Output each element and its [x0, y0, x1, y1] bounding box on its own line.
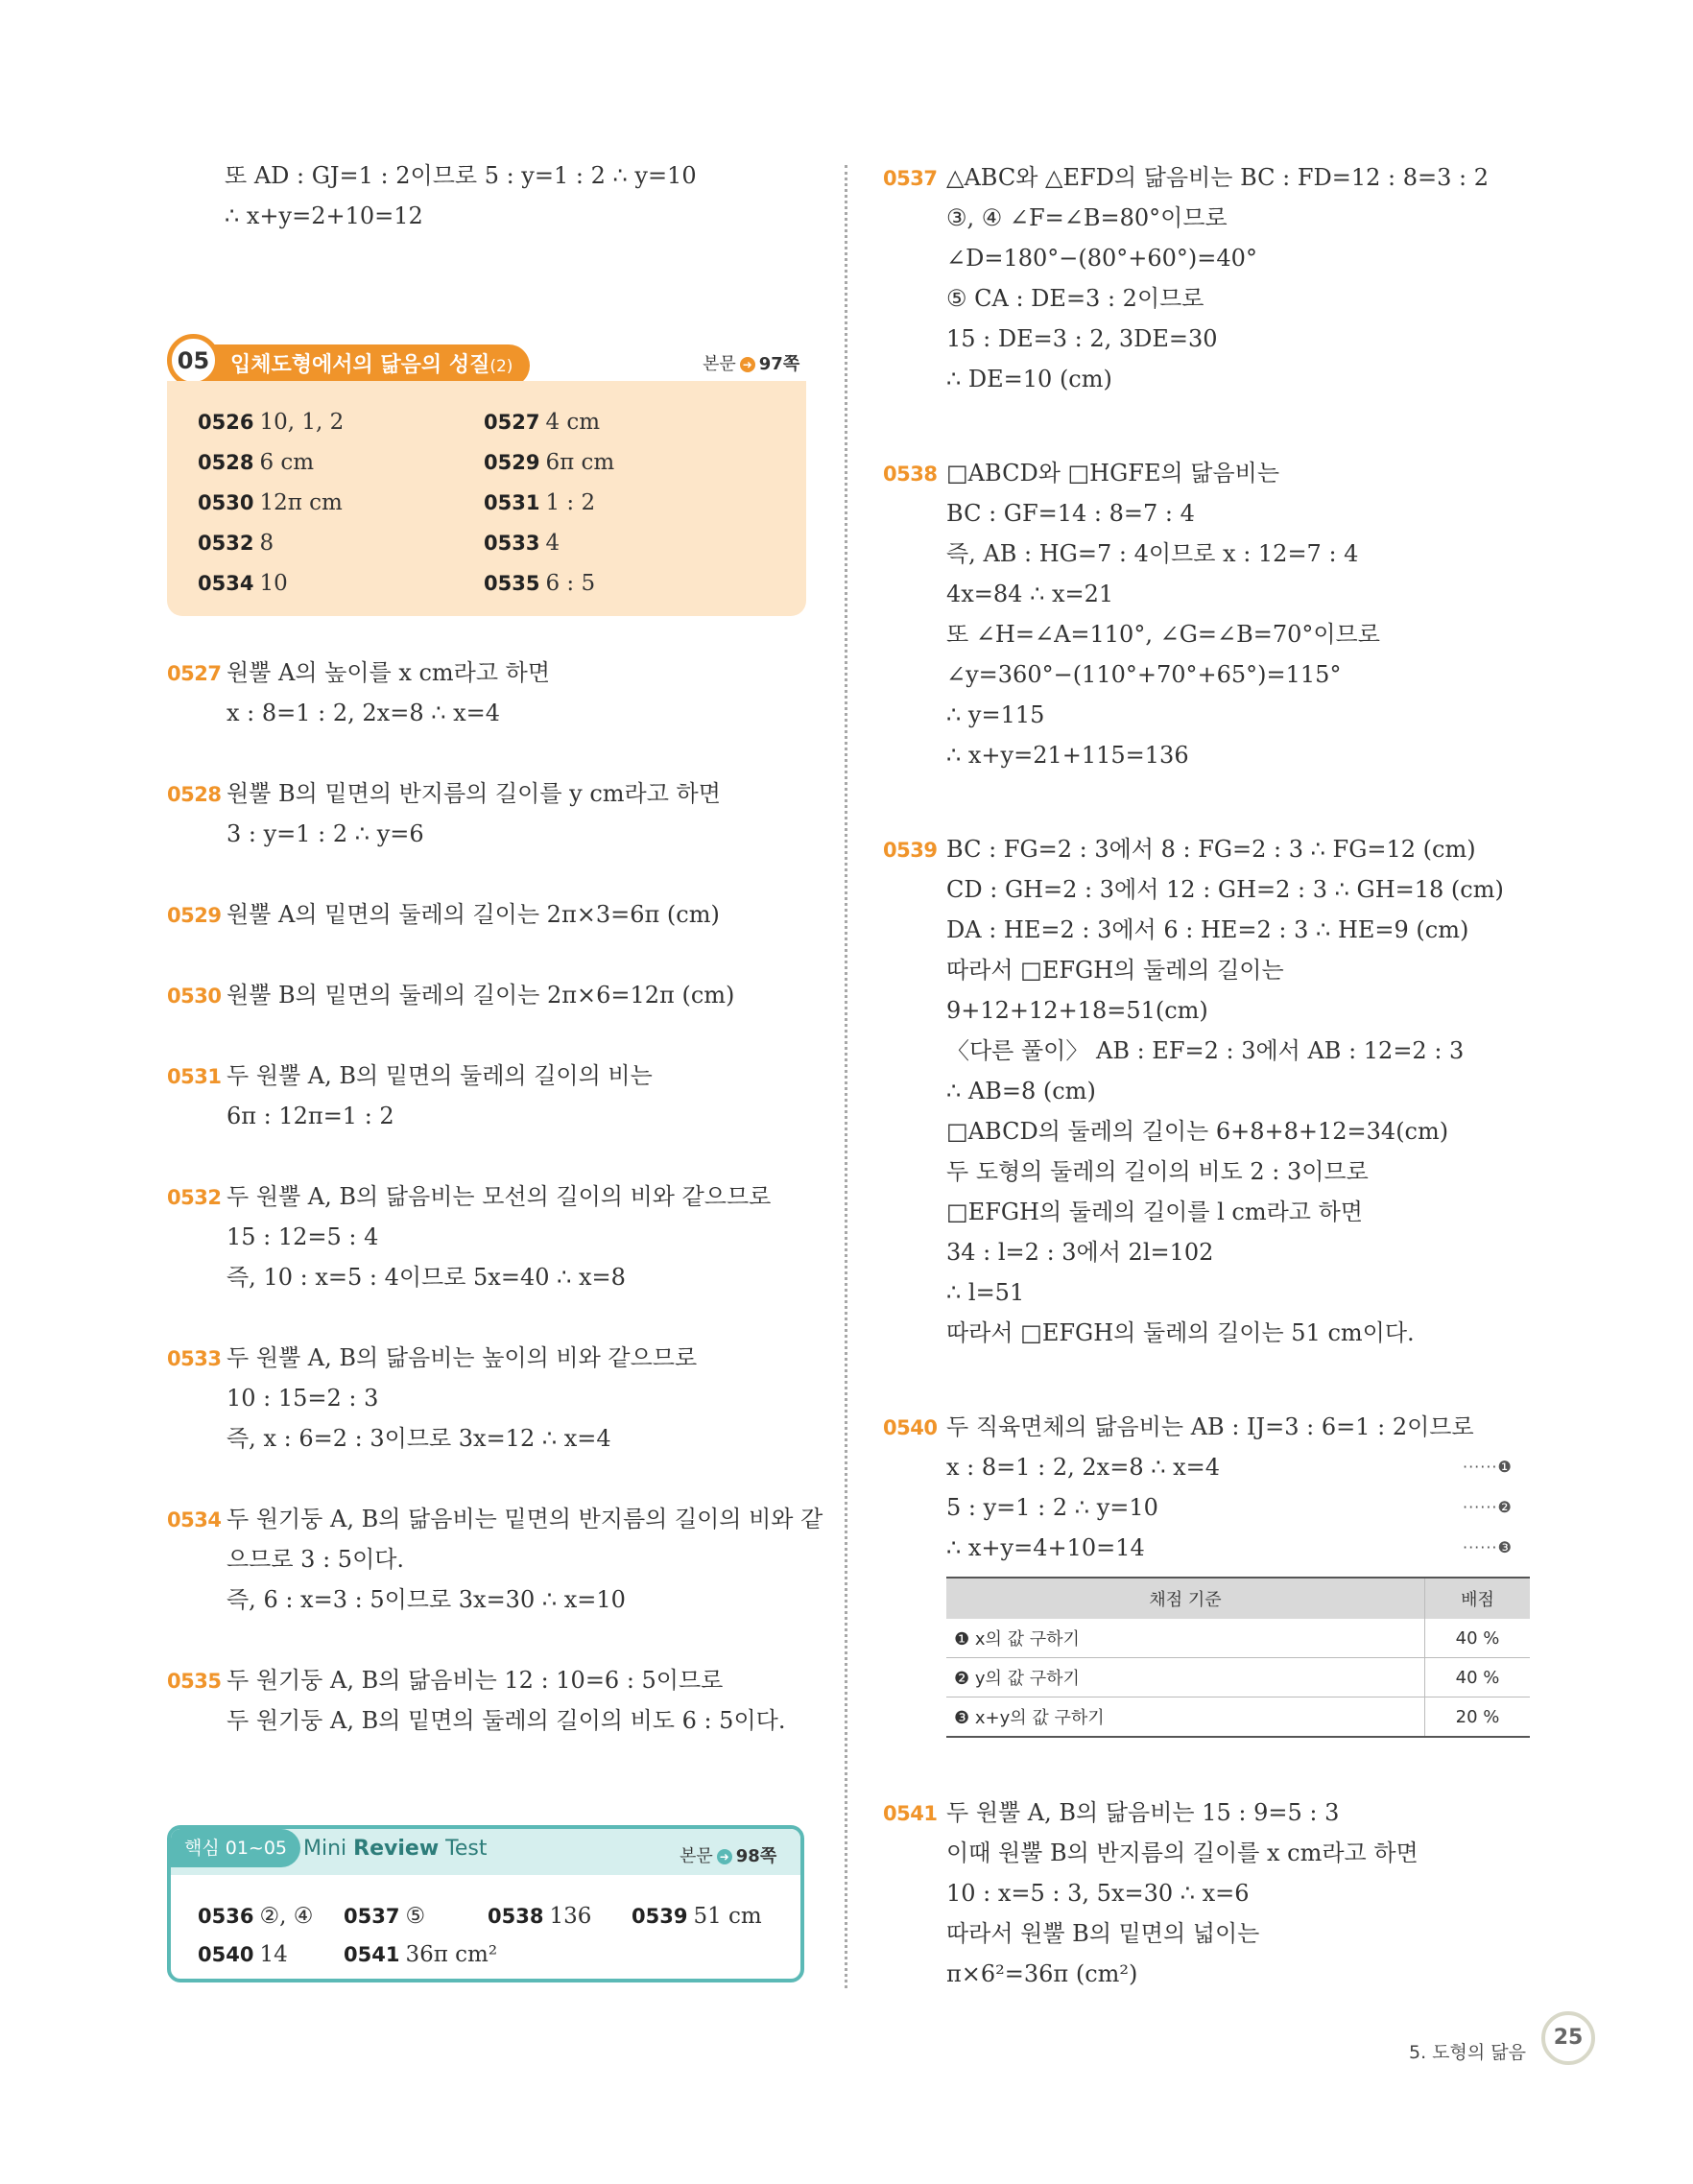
text-line: 또 AD : GJ=1 : 2이므로 5 : y=1 : 2 ∴ y=10	[225, 162, 697, 189]
text-line: ∴ l=51	[946, 1279, 1025, 1306]
problem-number: 0534	[167, 1508, 222, 1531]
text-line: CD : GH=2 : 3에서 12 : GH=2 : 3 ∴ GH=18 (cm)	[946, 876, 1504, 903]
text-line: 〈다른 풀이〉 AB : EF=2 : 3에서 AB : 12=2 : 3	[946, 1037, 1465, 1064]
text-line: 즉, 6 : x=3 : 5이므로 3x=30 ∴ x=10	[227, 1586, 626, 1613]
text-line: 두 원기둥 A, B의 밑면의 둘레의 길이의 비도 6 : 5이다.	[227, 1707, 786, 1734]
table-cell: ❷ y의 값 구하기	[946, 1658, 1425, 1697]
review-answer: 0538 136	[488, 1904, 592, 1929]
answer-id: 0527	[484, 411, 540, 434]
problem-number: 0540	[883, 1416, 938, 1439]
section-title-suffix: (2)	[489, 357, 513, 376]
review-answer: 0537 ⑤	[344, 1904, 426, 1929]
text-line: 4x=84 ∴ x=21	[946, 581, 1114, 607]
text-line: ③, ④ ∠F=∠B=80°이므로	[946, 204, 1228, 231]
problem-number: 0537	[883, 167, 938, 190]
text-line: 두 직육면체의 닮음비는 AB : IJ=3 : 6=1 : 2이므로	[946, 1413, 1474, 1440]
answer-id: 0535	[484, 572, 540, 595]
text-line: ∴ x+y=4+10=14	[946, 1534, 1145, 1561]
answer-value: 4 cm	[545, 410, 601, 435]
scoring-table	[946, 1577, 1530, 1738]
problem-number: 0527	[167, 662, 222, 685]
review-answer: 0541 36π cm²	[344, 1942, 498, 1967]
text-line: 원뿔 A의 밑면의 둘레의 길이는 2π×3=6π (cm)	[227, 901, 720, 928]
table-cell: ❶ x의 값 구하기	[946, 1619, 1425, 1658]
text-line: 6π : 12π=1 : 2	[227, 1103, 394, 1129]
text-line: △ABC와 △EFD의 닮음비는 BC : FD=12 : 8=3 : 2	[946, 164, 1490, 191]
table-row	[946, 1658, 1530, 1697]
column-divider	[845, 165, 847, 1988]
answer-item	[198, 450, 314, 475]
problem-number: 0529	[167, 904, 222, 927]
ref-label: 본문	[680, 1846, 713, 1866]
text-line: 9+12+12+18=51(cm)	[946, 997, 1208, 1024]
text-line: DA : HE=2 : 3에서 6 : HE=2 : 3 ∴ HE=9 (cm)	[946, 916, 1469, 943]
table-header-row	[946, 1578, 1530, 1619]
table-row	[946, 1697, 1530, 1738]
mini-review-box	[167, 1825, 804, 1982]
problem-number: 0530	[167, 985, 222, 1008]
ref-page: 98쪽	[735, 1846, 777, 1866]
answer-id: 0531	[484, 491, 540, 514]
arrow-right-icon: ➜	[717, 1849, 732, 1864]
ref-label: 본문	[703, 354, 736, 374]
text-line: 즉, x : 6=2 : 3이므로 3x=12 ∴ x=4	[227, 1425, 611, 1452]
text-line: 15 : DE=3 : 2, 3DE=30	[946, 325, 1218, 352]
text-line: ∴ x+y=21+115=136	[946, 742, 1189, 769]
answer-value: 8	[259, 531, 274, 556]
table-header: 채점 기준	[946, 1578, 1425, 1619]
mini-review-header	[171, 1829, 800, 1875]
problem-number: 0541	[883, 1802, 938, 1825]
problem-number: 0535	[167, 1670, 222, 1693]
text-line: π×6²=36π (cm²)	[946, 1960, 1138, 1987]
text-line: 즉, AB : HG=7 : 4이므로 x : 12=7 : 4	[946, 540, 1359, 567]
section-number-badge: 05	[167, 334, 220, 387]
text-line: □ABCD와 □HGFE의 닮음비는	[946, 460, 1280, 487]
problem-number: 0538	[883, 463, 938, 486]
answer-item	[198, 490, 343, 515]
text-line: x : 8=1 : 2, 2x=8 ∴ x=4	[946, 1454, 1221, 1481]
review-answer: 0539 51 cm	[632, 1904, 762, 1929]
answer-item	[198, 571, 288, 596]
table-row	[946, 1619, 1530, 1658]
text-line: ∠D=180°−(80°+60°)=40°	[946, 245, 1257, 272]
section-header	[167, 341, 806, 381]
text-line: ∴ AB=8 (cm)	[946, 1078, 1096, 1104]
answer-id: 0526	[198, 411, 254, 434]
problem-number: 0528	[167, 783, 222, 806]
text-line: 10 : x=5 : 3, 5x=30 ∴ x=6	[946, 1880, 1250, 1907]
mini-review-tag: 핵심 01~05	[171, 1829, 300, 1867]
mini-review-title: Mini Review Test	[303, 1837, 488, 1861]
answer-id: 0533	[484, 532, 540, 555]
text-line: 따라서 □EFGH의 둘레의 길이는 51 cm이다.	[946, 1319, 1415, 1346]
step-marker: ······❸	[1463, 1538, 1513, 1556]
answer-item	[484, 450, 614, 475]
problem-number: 0531	[167, 1065, 222, 1088]
answer-value: 10	[259, 571, 288, 596]
chapter-label: 5. 도형의 닮음	[1409, 2042, 1526, 2063]
answer-id: 0534	[198, 572, 254, 595]
text-line: 3 : y=1 : 2 ∴ y=6	[227, 820, 424, 847]
text-line: 두 도형의 둘레의 길이의 비도 2 : 3이므로	[946, 1158, 1369, 1185]
answer-box	[167, 381, 806, 616]
text-line: BC : GF=14 : 8=7 : 4	[946, 500, 1195, 527]
text-line: ∴ x+y=2+10=12	[225, 202, 423, 229]
text-line: BC : FG=2 : 3에서 8 : FG=2 : 3 ∴ FG=12 (cm)	[946, 836, 1476, 863]
answer-value: 12π cm	[259, 490, 343, 515]
text-line: x : 8=1 : 2, 2x=8 ∴ x=4	[227, 700, 501, 726]
table-header: 배점	[1425, 1578, 1531, 1619]
text-line: □ABCD의 둘레의 길이는 6+8+8+12=34(cm)	[946, 1118, 1449, 1145]
table-cell: 40 %	[1425, 1619, 1531, 1658]
text-line: 15 : 12=5 : 4	[227, 1223, 379, 1250]
problem-number: 0539	[883, 839, 938, 862]
answer-id: 0532	[198, 532, 254, 555]
text-line: 두 원뿔 A, B의 닮음비는 15 : 9=5 : 3	[946, 1799, 1340, 1826]
answer-value: 6π cm	[545, 450, 615, 475]
text-line: □EFGH의 둘레의 길이를 l cm라고 하면	[946, 1199, 1363, 1225]
answer-value: 6 : 5	[545, 571, 596, 596]
text-line: 두 원뿔 A, B의 닮음비는 높이의 비와 같으므로	[227, 1344, 698, 1371]
answer-id: 0528	[198, 451, 254, 474]
page-reference	[703, 350, 799, 375]
answer-item	[484, 531, 560, 556]
problem-number: 0532	[167, 1186, 222, 1209]
arrow-right-icon: ➜	[740, 357, 755, 372]
step-marker: ······❷	[1463, 1498, 1513, 1516]
text-line: 즉, 10 : x=5 : 4이므로 5x=40 ∴ x=8	[227, 1264, 626, 1291]
answer-value: 10, 1, 2	[259, 410, 345, 435]
text-line: 으므로 3 : 5이다.	[227, 1546, 405, 1573]
text-line: ∠y=360°−(110°+70°+65°)=115°	[946, 661, 1342, 688]
text-line: 5 : y=1 : 2 ∴ y=10	[946, 1494, 1158, 1521]
table-cell: 40 %	[1425, 1658, 1531, 1697]
answer-item	[198, 531, 274, 556]
table-cell: ❸ x+y의 값 구하기	[946, 1697, 1425, 1738]
problem-number: 0533	[167, 1347, 222, 1370]
text-line: 10 : 15=2 : 3	[227, 1385, 379, 1412]
text-line: ∴ DE=10 (cm)	[946, 366, 1112, 392]
section-title-text: 입체도형에서의 닮음의 성질	[230, 353, 490, 377]
answer-value: 4	[545, 531, 560, 556]
answer-value: 1 : 2	[545, 490, 596, 515]
text-line: 두 원기둥 A, B의 닮음비는 밑면의 반지름의 길이의 비와 같	[227, 1506, 823, 1532]
text-line: 따라서 원뿔 B의 밑면의 넓이는	[946, 1920, 1260, 1947]
text-line: 원뿔 B의 밑면의 둘레의 길이는 2π×6=12π (cm)	[227, 982, 735, 1009]
text-line: 두 원뿔 A, B의 닮음비는 모선의 길이의 비와 같으므로	[227, 1183, 772, 1210]
text-line: 두 원기둥 A, B의 닮음비는 12 : 10=6 : 5이므로	[227, 1667, 724, 1694]
page-number: 25	[1541, 2011, 1595, 2065]
table-cell: 20 %	[1425, 1697, 1531, 1738]
answer-item	[484, 410, 600, 435]
answer-id: 0529	[484, 451, 540, 474]
answer-id: 0530	[198, 491, 254, 514]
text-line: 또 ∠H=∠A=110°, ∠G=∠B=70°이므로	[946, 621, 1380, 648]
text-line: 따라서 □EFGH의 둘레의 길이는	[946, 957, 1284, 984]
text-line: 이때 원뿔 B의 반지름의 길이를 x cm라고 하면	[946, 1840, 1419, 1866]
answer-item	[484, 571, 595, 596]
page-reference	[680, 1842, 776, 1867]
answer-item	[198, 410, 344, 435]
step-marker: ······❶	[1463, 1458, 1513, 1476]
text-line: 두 원뿔 A, B의 밑면의 둘레의 길이의 비는	[227, 1062, 653, 1089]
answer-value: 6 cm	[259, 450, 315, 475]
ref-page: 97쪽	[758, 354, 800, 374]
review-answer: 0536 ②, ④	[198, 1904, 314, 1929]
text-line: 34 : l=2 : 3에서 2l=102	[946, 1239, 1214, 1266]
review-answer: 0540 14	[198, 1942, 288, 1967]
text-line: 원뿔 A의 높이를 x cm라고 하면	[227, 659, 551, 686]
text-line: ∴ y=115	[946, 701, 1045, 728]
text-line: 원뿔 B의 밑면의 반지름의 길이를 y cm라고 하면	[227, 780, 721, 807]
answer-item	[484, 490, 595, 515]
text-line: ⑤ CA : DE=3 : 2이므로	[946, 285, 1204, 312]
